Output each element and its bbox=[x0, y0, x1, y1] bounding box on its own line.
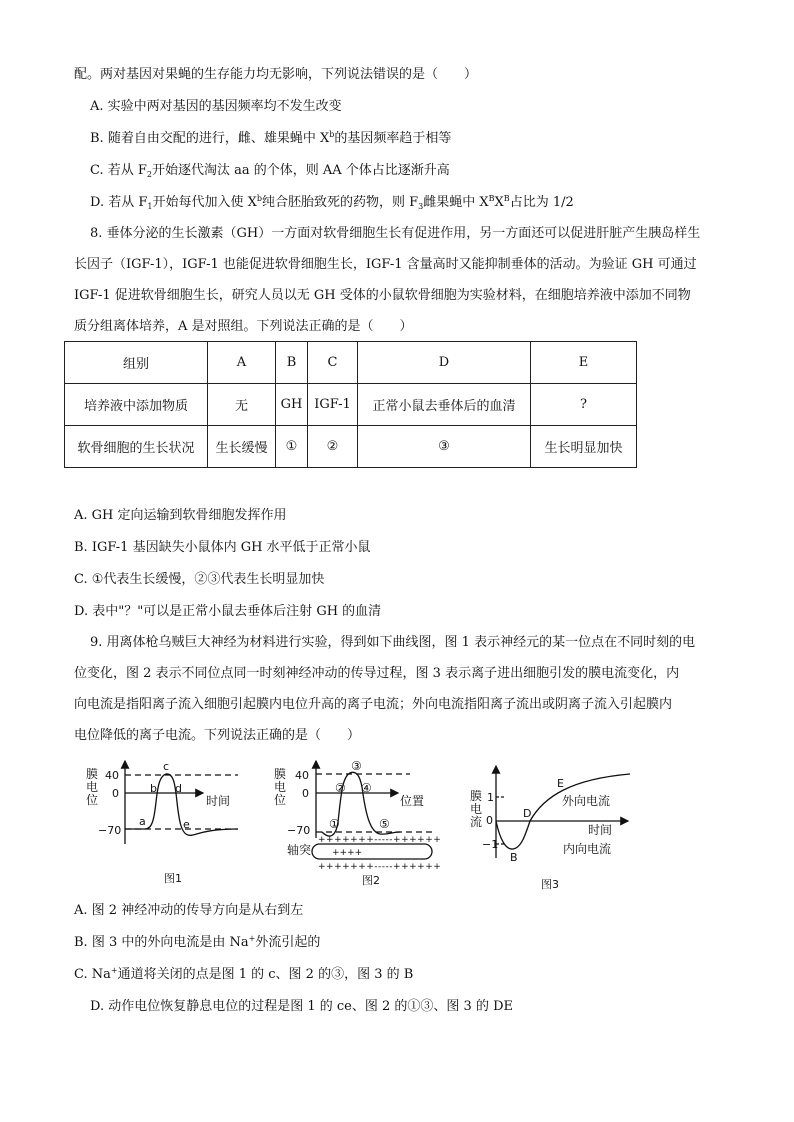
fig2-axon-charges-mid: ++++ bbox=[332, 848, 363, 858]
table-cell: E bbox=[531, 342, 637, 384]
fig3-tick-neg1: −1 bbox=[482, 838, 499, 851]
q7-stem-line: 配。两对基因对果蝇的生存能力均无影响，下列说法错误的是（ ） bbox=[74, 67, 478, 82]
table-cell: B bbox=[276, 342, 308, 384]
fig2-axon-label: 轴突 bbox=[287, 843, 312, 857]
table-cell: ③ bbox=[358, 426, 531, 468]
fig3-point-e: E bbox=[557, 777, 564, 790]
table-cell: ② bbox=[308, 426, 358, 468]
q7-option-c: C. 若从 $F_2$开始逐代淘汰 aa 的个体，则 AA 个体占比逐渐升高 bbox=[90, 163, 450, 179]
q8-stem-line-4: 质分组离体培养，A 是对照组。下列说法正确的是（ ） bbox=[74, 319, 413, 334]
fig1-tick-0: 0 bbox=[112, 787, 119, 800]
fig3-outward-label: 外向电流 bbox=[562, 794, 611, 808]
fig2-tick-40: 40 bbox=[295, 769, 309, 782]
q9-stem-line-3: 向电流是指阳离子流入细胞引起膜内电位升高的离子电流；外向电流指阳离子流出或阴离子流入引起膜内 bbox=[74, 697, 673, 712]
q8-stem-line-1: 8. 垂体分泌的生长激素（GH）一方面对软骨细胞生长有促进作用，另一方面还可以促进肝脏产生胰岛样生 bbox=[90, 226, 701, 241]
fig1-caption: 图1 bbox=[164, 872, 182, 885]
fig3-xlabel: 时间 bbox=[588, 823, 613, 837]
q8-option-a: A. GH 定向运输到软骨细胞发挥作用 bbox=[74, 508, 287, 523]
table-cell: ? bbox=[531, 384, 637, 426]
table-cell: C bbox=[308, 342, 358, 384]
table-row bbox=[65, 426, 637, 468]
figure-3 bbox=[470, 766, 630, 891]
fig2-point-2: ② bbox=[335, 781, 346, 795]
fig2-axon bbox=[312, 844, 432, 859]
fig2-axon-charges-bot: +++++++-----++++++ bbox=[318, 862, 442, 872]
table-row bbox=[65, 384, 637, 426]
fig1-point-d: d bbox=[175, 782, 182, 795]
q7-option-b: B. 随着自由交配的进行，雌、雄果蝇中 $X^b$的基因频率趋于相等 bbox=[90, 130, 452, 146]
table-cell: ① bbox=[276, 426, 308, 468]
fig2-point-3: ③ bbox=[351, 759, 362, 773]
fig1-tick-neg70: −70 bbox=[98, 824, 122, 837]
q8-option-b: B. IGF-1 基因缺失小鼠体内 GH 水平低于正常小鼠 bbox=[74, 540, 371, 555]
fig2-caption: 图2 bbox=[362, 874, 380, 887]
q9-option-d: D. 动作电位恢复静息电位的过程是图 1 的 ce、图 2 的①③、图 3 的 DE bbox=[90, 999, 513, 1014]
q8-option-c: C. ①代表生长缓慢，②③代表生长明显加快 bbox=[74, 572, 325, 587]
fig3-point-b: B bbox=[510, 851, 518, 864]
q9-figures bbox=[0, 752, 794, 900]
fig1-point-c: c bbox=[163, 760, 170, 773]
fig3-caption: 图3 bbox=[541, 878, 559, 891]
q8-data-table bbox=[64, 341, 637, 468]
table-cell: A bbox=[208, 342, 276, 384]
q7-option-a: A. 实验中两对基因的基因频率均不发生改变 bbox=[90, 99, 342, 114]
fig1-point-b: b bbox=[150, 782, 157, 795]
table-cell: 生长缓慢 bbox=[208, 426, 276, 468]
fig3-point-d: D bbox=[523, 807, 532, 820]
fig2-tick-0: 0 bbox=[302, 787, 309, 800]
q8-option-d: D. 表中"？"可以是正常小鼠去垂体后注射 GH 的血清 bbox=[74, 604, 382, 619]
table-cell: 无 bbox=[208, 384, 276, 426]
q7-option-d: D. 若从 $F_1$开始每代加入使 $X^b$纯合胚胎致死的药物，则 $F_3$雌果蝇中 $X^BX^B$占比为 1/2 bbox=[90, 194, 574, 211]
fig3-tick-0: 0 bbox=[486, 814, 493, 827]
fig2-tick-neg70: −70 bbox=[287, 824, 311, 837]
table-cell: 培养液中添加物质 bbox=[65, 384, 208, 426]
q9-stem-line-1: 9. 用离体枪乌贼巨大神经为材料进行实验，得到如下曲线图，图 1 表示神经元的某一位点在不同时刻的电 bbox=[90, 635, 696, 650]
q8-stem-line-2: 长因子（IGF-1），IGF-1 也能促进软骨细胞生长，IGF-1 含量高时又能抑制垂体的活动。为验证 GH 可通过 bbox=[74, 257, 697, 272]
fig1-point-e: e bbox=[183, 818, 190, 831]
fig3-ylabel: 膜电流 bbox=[470, 789, 483, 829]
table-cell: 组别 bbox=[65, 342, 208, 384]
table-cell: IGF-1 bbox=[308, 384, 358, 426]
table-row bbox=[65, 342, 637, 384]
table-cell: 生长明显加快 bbox=[531, 426, 637, 468]
fig2-point-1: ① bbox=[329, 817, 340, 831]
figure-2 bbox=[274, 759, 441, 887]
fig2-point-5: ⑤ bbox=[379, 817, 390, 831]
fig3-inward-label: 内向电流 bbox=[563, 842, 612, 856]
fig2-axon-charges-top: +++++++-----++++++ bbox=[318, 835, 442, 845]
q8-stem-line-3: IGF-1 促进软骨细胞生长，研究人员以无 GH 受体的小鼠软骨细胞为实验材料，在细胞培养液中添加不同物 bbox=[74, 288, 691, 303]
q9-option-b: B. 图 3 中的外向电流是由 Na+外流引起的 bbox=[74, 934, 321, 950]
fig3-tick-1: 1 bbox=[487, 791, 494, 804]
q9-stem-line-4: 电位降低的离子电流。下列说法正确的是（ ） bbox=[74, 728, 361, 743]
table-cell: D bbox=[358, 342, 531, 384]
figure-1 bbox=[86, 760, 238, 885]
table-cell: 软骨细胞的生长状况 bbox=[65, 426, 208, 468]
table-cell: 正常小鼠去垂体后的血清 bbox=[358, 384, 531, 426]
fig2-point-4: ④ bbox=[361, 781, 372, 795]
fig1-tick-40: 40 bbox=[105, 769, 119, 782]
fig1-ylabel: 膜电位 bbox=[86, 767, 99, 807]
q9-option-c: C. Na+通道将关闭的点是图 1 的 c、图 2 的③，图 3 的 B bbox=[74, 966, 414, 982]
fig2-xlabel: 位置 bbox=[400, 794, 425, 808]
q9-stem-line-2: 位变化，图 2 表示不同位点同一时刻神经冲动的传导过程，图 3 表示离子进出细胞引发的膜电流变化，内 bbox=[74, 666, 680, 681]
table-cell: GH bbox=[276, 384, 308, 426]
fig1-point-a: a bbox=[139, 815, 146, 828]
fig1-xlabel: 时间 bbox=[206, 794, 231, 808]
q9-option-a: A. 图 2 神经冲动的传导方向是从右到左 bbox=[74, 903, 304, 918]
fig2-ylabel: 膜电位 bbox=[274, 767, 287, 807]
